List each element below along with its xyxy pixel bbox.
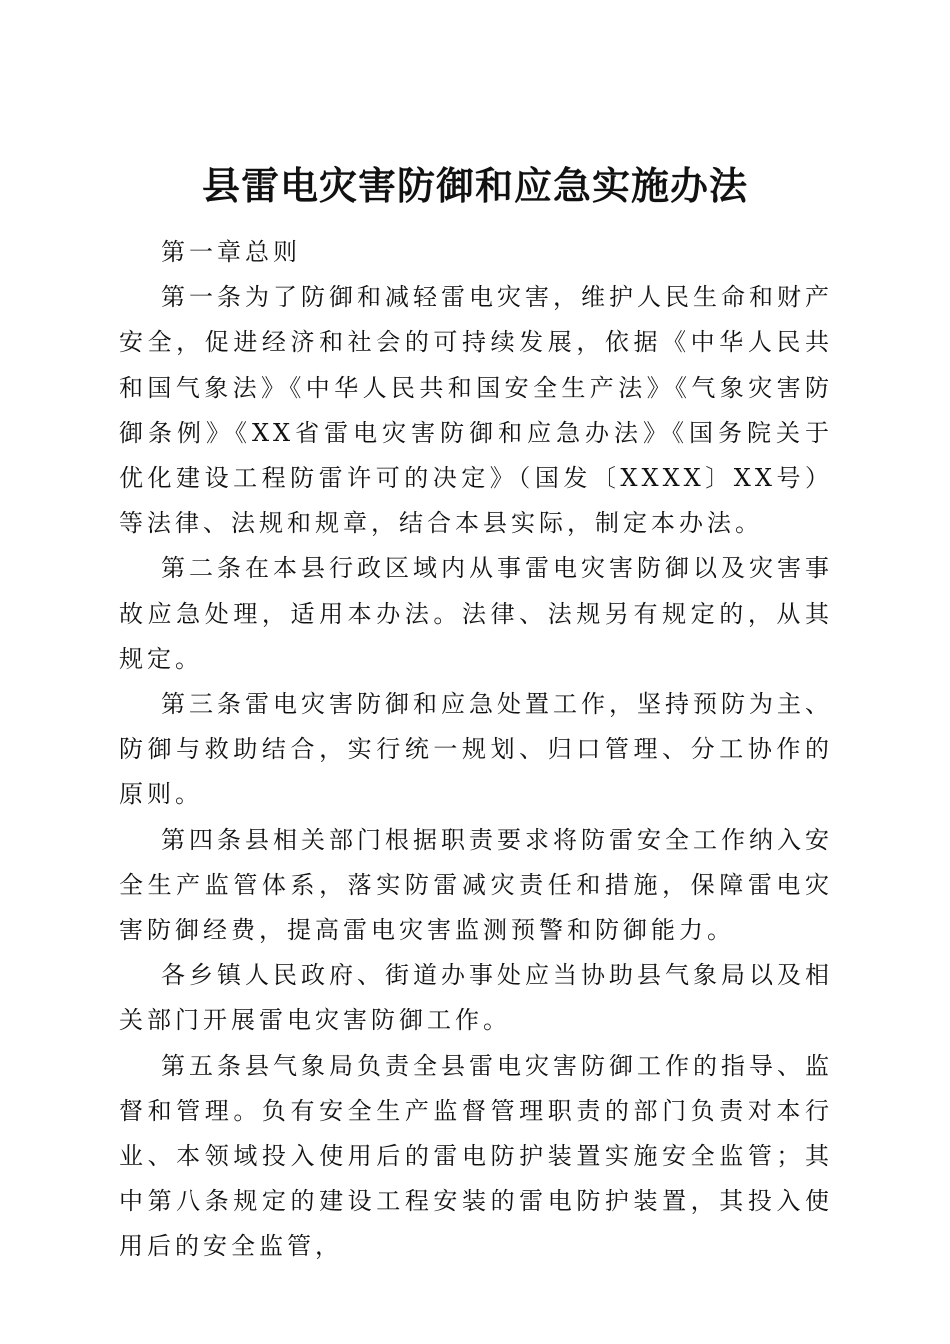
article-4-paragraph: 第四条县相关部门根据职责要求将防雷安全工作纳入安全生产监管体系，落实防雷减灾责任和措施，保障雷电灾害防御经费，提高雷电灾害监测预警和防御能力。 bbox=[119, 825, 833, 945]
article-5-paragraph: 第五条县气象局负责全县雷电灾害防御工作的指导、监督和管理。负有安全生产监督管理职责的部门负责对本行业、本领域投入使用后的雷电防护装置实施安全监管；其中第八条规定的建设工程安装的雷电防护装置，其投入使用后的安全监管， bbox=[119, 1051, 833, 1261]
article-1-paragraph: 第一条为了防御和减轻雷电灾害，维护人民生命和财产安全，促进经济和社会的可持续发展，依据《中华人民共和国气象法》《中华人民共和国安全生产法》《气象灾害防御条例》《XX省雷电灾害防御和应急办法》《国务院关于优化建设工程防雷许可的决定》（国发〔XXXX〕XX号）等法律、法规和规章，结合本县实际，制定本办法。 bbox=[119, 283, 833, 538]
article-2-paragraph: 第二条在本县行政区域内从事雷电灾害防御以及灾害事故应急处理，适用本办法。法律、法规另有规定的，从其规定。 bbox=[119, 554, 833, 673]
chapter-heading: 第一章总则 bbox=[161, 238, 301, 266]
article-3-paragraph: 第三条雷电灾害防御和应急处置工作，坚持预防为主、防御与救助结合，实行统一规划、归口管理、分工协作的原则。 bbox=[119, 690, 833, 809]
document-body bbox=[119, 230, 833, 1270]
article-4-supplement-paragraph: 各乡镇人民政府、街道办事处应当协助县气象局以及相关部门开展雷电灾害防御工作。 bbox=[119, 961, 833, 1035]
document-title: 县雷电灾害防御和应急实施办法 bbox=[201, 163, 748, 209]
